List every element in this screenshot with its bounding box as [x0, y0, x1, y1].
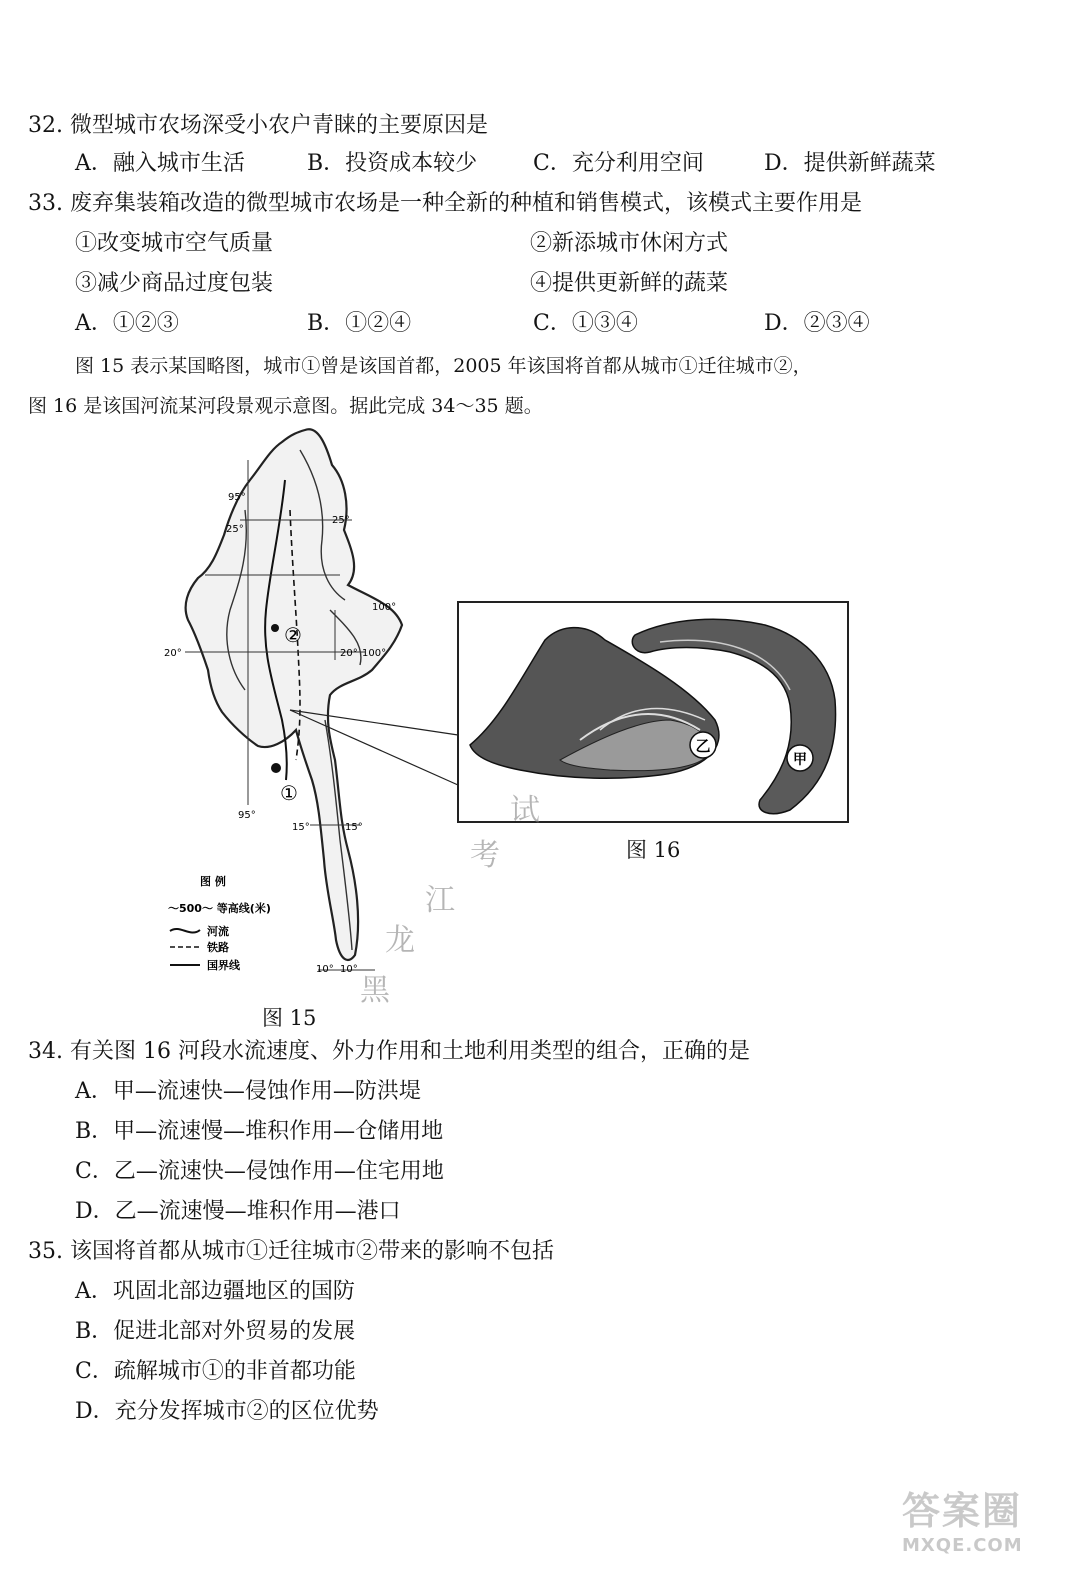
lon-label: 95° [238, 810, 256, 821]
legend-title: 图 例 [200, 875, 226, 888]
lon-label: 100° [362, 648, 387, 659]
lon-label: 100° [372, 602, 397, 613]
lon-label: 95° [228, 492, 246, 503]
lat-label: 15° [345, 822, 363, 833]
q33-option-c: C．①③④ [533, 311, 638, 336]
q32-option-c: C．充分利用空间 [533, 151, 704, 176]
label-jia: 甲 [793, 752, 807, 768]
intro-line-1: 图 15 表示某国略图，城市①曾是该国首都，2005 年该国将首都从城市①迁往城市②， [75, 355, 812, 377]
q34-option-b: B．甲—流速慢—堆积作用—仓储用地 [75, 1119, 444, 1144]
q33-item-4: ④提供更新鲜的蔬菜 [530, 271, 729, 296]
lat-label: 25° [332, 515, 350, 526]
watermark-char: 考 [470, 838, 500, 873]
city-2-marker [271, 624, 279, 632]
lat-label: 15° [292, 822, 310, 833]
city-2-label: ② [284, 623, 302, 647]
q35-option-d: D．充分发挥城市②的区位优势 [75, 1399, 379, 1424]
watermark-logo-text: 答案圈 [902, 1489, 1023, 1533]
label-yi: 乙 [695, 737, 711, 755]
q33-item-1: ①改变城市空气质量 [75, 231, 274, 256]
q34-stem: 34. 有关图 16 河段水流速度、外力作用和土地利用类型的组合，正确的是 [28, 1039, 750, 1064]
q35-option-a: A．巩固北部边疆地区的国防 [75, 1279, 355, 1304]
q33-option-d: D．②③④ [764, 311, 870, 336]
city-1-label: ① [280, 781, 298, 805]
q32-option-b: B．投资成本较少 [307, 151, 478, 176]
q33-item-3: ③减少商品过度包装 [75, 271, 274, 296]
intro-line-2: 图 16 是该国河流某河段景观示意图。据此完成 34～35 题。 [28, 395, 543, 417]
legend-railway: 铁路 [207, 941, 229, 954]
lat-label: 10° [340, 964, 358, 975]
q33-option-a: A．①②③ [75, 311, 179, 336]
q33-option-b: B．①②④ [307, 311, 412, 336]
watermark-logo [902, 1480, 1067, 1560]
q33-item-2: ②新添城市休闲方式 [530, 231, 729, 256]
q33-stem: 33. 废弃集装箱改造的微型城市农场是一种全新的种植和销售模式，该模式主要作用是 [28, 191, 862, 216]
q32-option-a: A．融入城市生活 [75, 151, 245, 176]
watermark-site: MXQE.COM [902, 1535, 1023, 1556]
legend-river: 河流 [207, 925, 229, 938]
q34-option-a: A．甲—流速快—侵蚀作用—防洪堤 [75, 1079, 421, 1104]
q35-option-b: B．促进北部对外贸易的发展 [75, 1319, 356, 1344]
lat-label: 10° [316, 964, 334, 975]
q34-option-c: C．乙—流速快—侵蚀作用—住宅用地 [75, 1159, 444, 1184]
legend-river-symbol [170, 929, 200, 933]
watermark-char: 黑 [360, 973, 390, 1008]
q35-option-c: C．疏解城市①的非首都功能 [75, 1359, 356, 1384]
lat-label: 20° [340, 648, 358, 659]
legend-contour: ～500～ 等高线(米) [168, 902, 271, 915]
q35-stem: 35. 该国将首都从城市①迁往城市②带来的影响不包括 [28, 1239, 554, 1264]
q34-option-d: D．乙—流速慢—堆积作用—港口 [75, 1199, 401, 1224]
figure15-caption: 图 15 [262, 1006, 317, 1030]
lat-label: 25° [226, 524, 244, 535]
figures-svg [0, 420, 1080, 1040]
lat-label: 20° [164, 648, 182, 659]
watermark-char: 江 [425, 883, 455, 918]
q32-option-d: D．提供新鲜蔬菜 [764, 151, 936, 176]
figure16-caption: 图 16 [626, 838, 681, 862]
watermark-char: 龙 [385, 923, 415, 958]
legend-border: 国界线 [207, 959, 240, 972]
city-1-marker [271, 763, 281, 773]
watermark-char: 试 [510, 793, 540, 828]
q32-stem: 32. 微型城市农场深受小农户青睐的主要原因是 [28, 113, 488, 138]
